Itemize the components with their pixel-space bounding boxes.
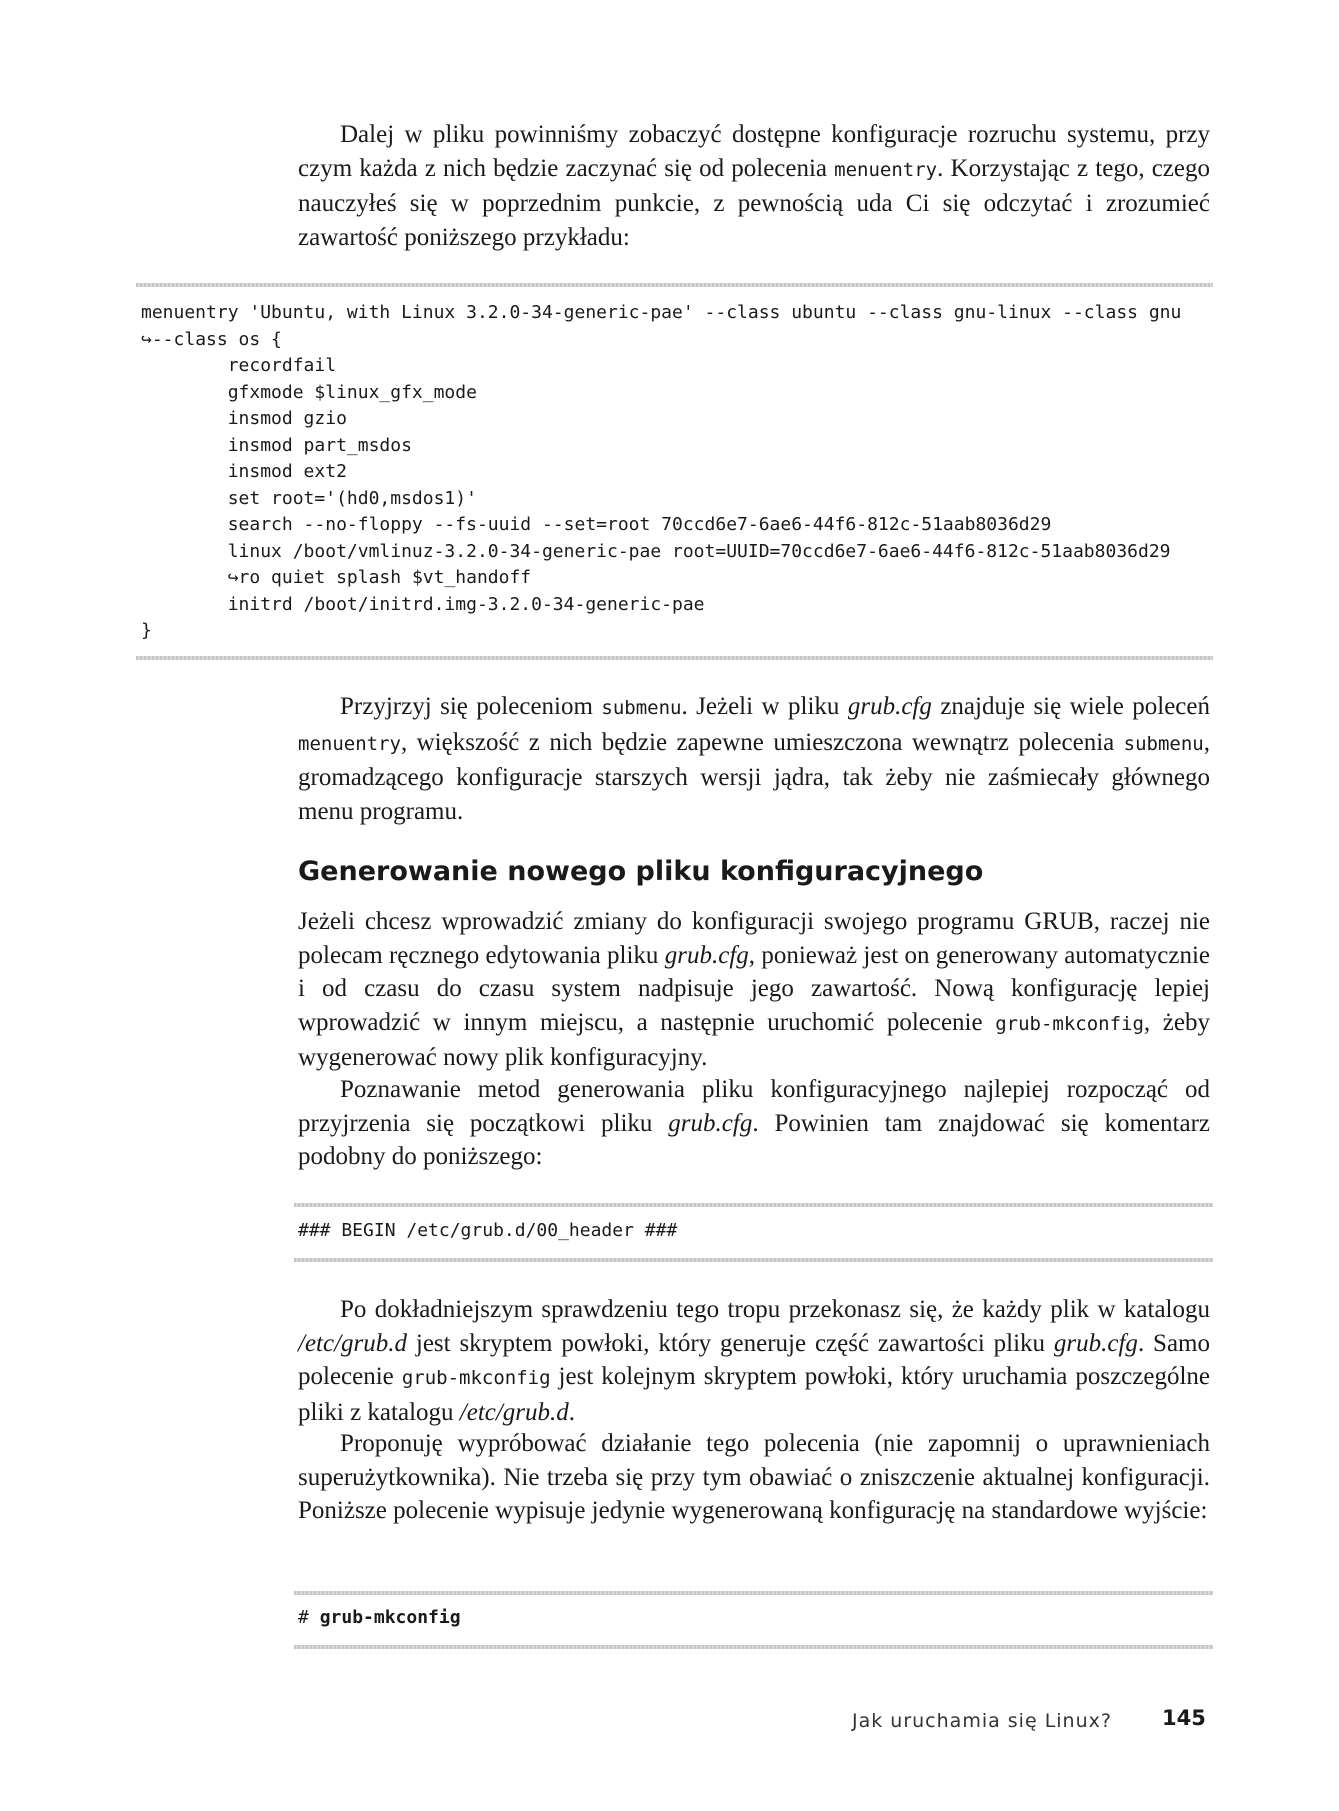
code-rule-bottom <box>294 1258 1213 1262</box>
inline-filename: grub.cfg <box>668 1109 753 1137</box>
paragraph-submenu <box>298 690 1210 828</box>
paragraph-text: jest skryptem powłoki, który generuje część zawartości pliku <box>407 1329 1054 1357</box>
line-continuation-icon: ↪ <box>227 567 239 588</box>
paragraph-text: , żeby wygenerować nowy plik konfiguracyjny. <box>298 1008 1210 1071</box>
paragraph-text: . Jeżeli w pliku <box>681 693 848 720</box>
inline-code: grub-mkconfig <box>995 1012 1144 1035</box>
paragraph-text: Jeżeli chcesz wprowadzić zmiany do konfiguracji swojego programu GRUB, raczej nie polecam ręcznego edytowania pliku <box>298 908 1210 969</box>
inline-code: menuentry <box>298 732 401 755</box>
code-rule-bottom <box>294 1645 1213 1649</box>
code-line: insmod gzio <box>141 408 347 429</box>
paragraph-try-command: Proponuję wypróbować działanie tego polecenia (nie zapomnij o uprawnieniach superużytkownika). Nie trzeba się przy tym obawiać o zniszczenie aktualnej konfiguracji. Poniższe polecenie wypisuje jedynie wygenerowaną konfigurację na standardowe wyjście: <box>298 1430 1210 1524</box>
paragraph-text: . <box>568 1398 576 1426</box>
inline-code: submenu <box>1123 732 1204 755</box>
paragraph-text: Przyjrzyj się poleceniom <box>340 693 602 720</box>
line-continuation-icon: ↪ <box>141 328 152 350</box>
inline-filename: grub.cfg <box>847 693 932 720</box>
inline-code: submenu <box>601 697 682 719</box>
code-line: gfxmode $linux_gfx_mode <box>141 381 477 403</box>
paragraph-text: . Samo polecenie <box>298 1329 1210 1390</box>
inline-filename: grub.cfg <box>664 941 749 969</box>
paragraph-text: , większość z nich będzie zapewne umieszczona wewnątrz polecenia <box>400 728 1124 756</box>
paragraph-text: Po dokładniejszym sprawdzeniu tego tropu przekonasz się, że każdy plik w katalogu <box>340 1296 1210 1323</box>
shell-prompt: # <box>298 1607 320 1628</box>
paragraph-text: Dalej w pliku powinniśmy zobaczyć dostępne konfiguracje rozruchu systemu, przy czym każda z nich będzie zaczynać się od polecenia <box>298 121 1210 182</box>
running-footer-title: Jak uruchamia się Linux? <box>852 1710 1112 1732</box>
code-line: menuentry 'Ubuntu, with Linux 3.2.0-34-generic-pae' --class ubuntu --class gnu-linux --class gnu <box>141 302 1182 323</box>
code-line: ro quiet splash $vt_handoff <box>238 567 532 588</box>
code-rule-top <box>294 1203 1213 1207</box>
paragraph-comment <box>298 1073 1210 1174</box>
code-line: linux /boot/vmlinuz-3.2.0-34-generic-pae root=UUID=70ccd6e7-6ae6-44f6-812c-51aab8036d29 <box>141 540 1171 562</box>
paragraph-text: znajduje się wiele poleceń <box>931 693 1210 720</box>
inline-filename: grub.cfg <box>1053 1329 1138 1357</box>
paragraph-text: Poznawanie metod generowania pliku konfiguracyjnego najlepiej rozpocząć od przyjrzenia się początkowi pliku <box>298 1076 1210 1137</box>
code-line: } <box>141 620 152 641</box>
code-rule-top <box>294 1591 1213 1595</box>
paragraph-text: , gromadzącego konfiguracje starszych wersji jądra, tak żeby nie zaśmiecały głównego menu programu. <box>298 728 1210 825</box>
code-rule-top <box>136 283 1213 287</box>
shell-command: grub-mkconfig <box>319 1607 461 1628</box>
code-block-command <box>298 1605 1210 1631</box>
code-line: recordfail <box>141 355 337 376</box>
code-line: initrd /boot/initrd.img-3.2.0-34-generic-pae <box>141 593 705 615</box>
code-line: search --no-floppy --fs-uuid --set=root 70ccd6e7-6ae6-44f6-812c-51aab8036d29 <box>141 514 1052 535</box>
paragraph-intro <box>298 118 1210 254</box>
code-line: --class os { <box>151 328 282 350</box>
paragraph-generating <box>298 905 1210 1075</box>
page-number: 145 <box>1162 1706 1206 1730</box>
code-rule-bottom <box>136 656 1213 660</box>
section-heading: Generowanie nowego pliku konfiguracyjnego <box>298 856 984 887</box>
paragraph-text: . Powinien tam znajdować się komentarz podobny do poniższego: <box>298 1109 1210 1170</box>
inline-code: menuentry <box>834 158 938 181</box>
code-line: insmod part_msdos <box>141 434 412 456</box>
inline-filename: /etc/grub.d <box>298 1329 408 1357</box>
inline-code: grub-mkconfig <box>401 1367 551 1389</box>
inline-filename: /etc/grub.d <box>459 1398 569 1426</box>
code-block-header: ### BEGIN /etc/grub.d/00_header ### <box>298 1220 678 1241</box>
code-line: insmod ext2 <box>141 461 347 482</box>
paragraph-text: jest kolejnym skryptem powłoki, który uruchamia poszczególne pliki z katalogu <box>298 1363 1211 1426</box>
paragraph-text: . Korzystając z tego, czego nauczyłeś się w poprzednim punkcie, z pewnością uda Ci się odczytać i zrozumieć zawartość poniższego przykładu: <box>298 154 1210 251</box>
code-line: set root='(hd0,msdos1)' <box>141 487 477 509</box>
paragraph-text: , ponieważ jest on generowany automatycznie i od czasu do czasu system nadpisuje jego zawartość. Nową konfigurację lepiej wprowadzić w innym miejscu, a następnie uruchomić polecenie <box>298 941 1210 1036</box>
paragraph-grub-d <box>298 1293 1210 1429</box>
code-listing-menuentry <box>141 300 1211 645</box>
